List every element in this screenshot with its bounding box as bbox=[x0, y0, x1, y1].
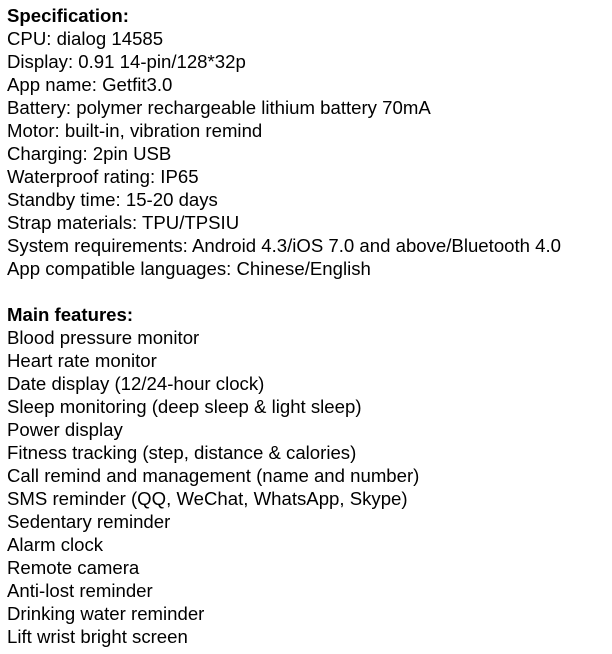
feature-item: Power display bbox=[7, 419, 123, 440]
spec-item: Charging: 2pin USB bbox=[7, 143, 172, 164]
feature-item: Fitness tracking (step, distance & calories) bbox=[7, 442, 357, 463]
features-heading: Main features: bbox=[7, 304, 134, 325]
spec-item: App name: Getfit3.0 bbox=[7, 74, 173, 95]
feature-item: Sedentary reminder bbox=[7, 511, 171, 532]
spec-item: Standby time: 15-20 days bbox=[7, 189, 218, 210]
product-description bbox=[7, 4, 561, 648]
feature-item: Remote camera bbox=[7, 557, 140, 578]
feature-item: Blood pressure monitor bbox=[7, 327, 200, 348]
spec-item: Display: 0.91 14-pin/128*32p bbox=[7, 51, 246, 72]
feature-item: SMS reminder (QQ, WeChat, WhatsApp, Skype) bbox=[7, 488, 408, 509]
feature-item: Lift wrist bright screen bbox=[7, 626, 188, 647]
spec-item: Strap materials: TPU/TPSIU bbox=[7, 212, 240, 233]
spec-item: System requirements: Android 4.3/iOS 7.0 and above/Bluetooth 4.0 bbox=[7, 235, 562, 256]
specification-heading: Specification: bbox=[7, 5, 129, 26]
spec-item: Waterproof rating: IP65 bbox=[7, 166, 199, 187]
spacer bbox=[7, 280, 561, 303]
feature-item: Anti-lost reminder bbox=[7, 580, 153, 601]
specification-list bbox=[7, 27, 561, 280]
feature-item: Call remind and management (name and number) bbox=[7, 465, 420, 486]
feature-item: Alarm clock bbox=[7, 534, 104, 555]
spec-item: App compatible languages: Chinese/English bbox=[7, 258, 371, 279]
feature-item: Heart rate monitor bbox=[7, 350, 157, 371]
spec-item: Motor: built-in, vibration remind bbox=[7, 120, 263, 141]
spec-item: CPU: dialog 14585 bbox=[7, 28, 164, 49]
feature-item: Drinking water reminder bbox=[7, 603, 205, 624]
spec-item: Battery: polymer rechargeable lithium battery 70mA bbox=[7, 97, 431, 118]
feature-item: Date display (12/24-hour clock) bbox=[7, 373, 265, 394]
feature-item: Sleep monitoring (deep sleep & light sleep) bbox=[7, 396, 362, 417]
features-list bbox=[7, 326, 561, 648]
